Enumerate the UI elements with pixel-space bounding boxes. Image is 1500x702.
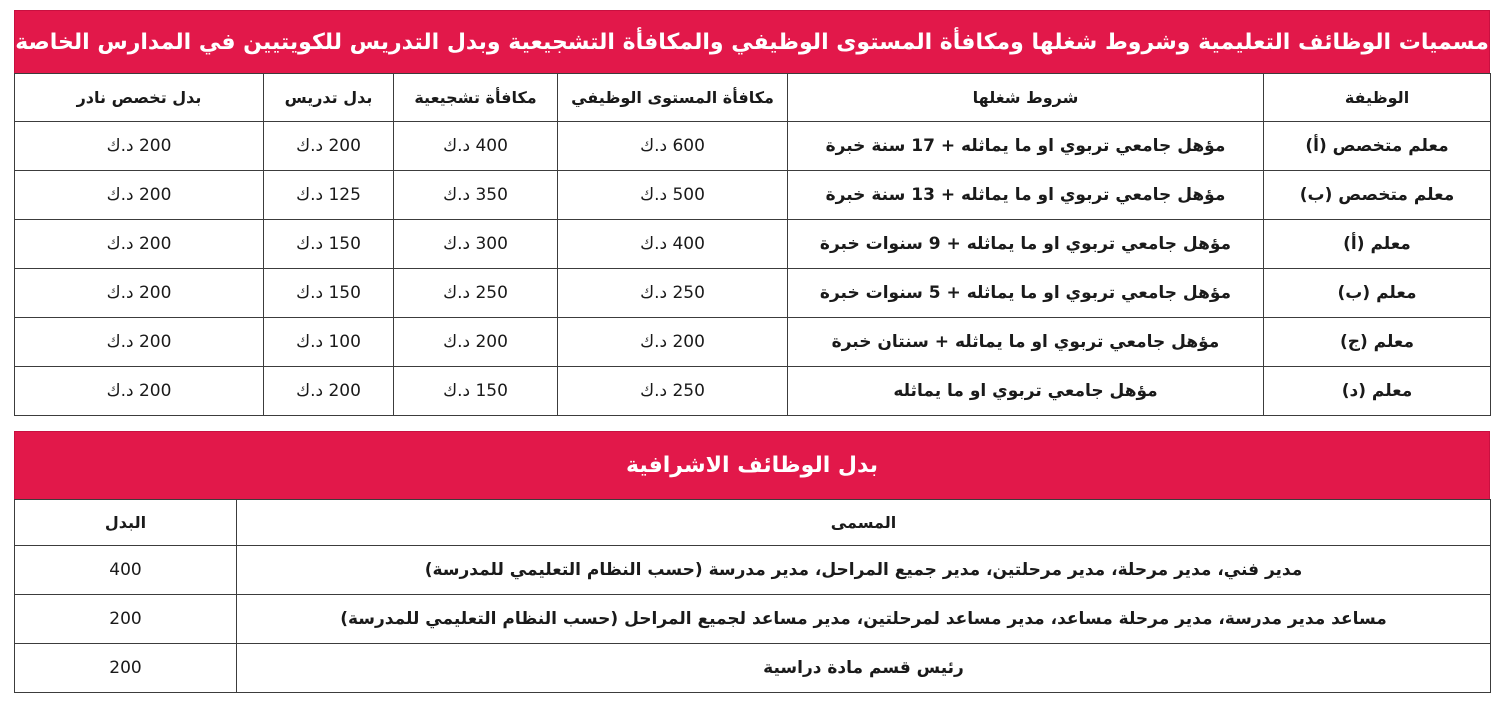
job-title-cell: معلم (ج) [1264,318,1491,367]
header-job-title: الوظيفة [1264,74,1491,122]
rare-specialty-cell: 200 د.ك [15,367,264,416]
requirements-cell: مؤهل جامعي تربوي او ما يماثله + 17 سنة خبرة [788,122,1264,171]
level-bonus-cell: 400 د.ك [558,220,788,269]
table-row [15,367,1491,416]
requirements-cell: مؤهل جامعي تربوي او ما يماثله [788,367,1264,416]
teaching-jobs-table [14,73,1491,416]
teaching-jobs-header-row [15,74,1491,122]
header-level-bonus: مكافأة المستوى الوظيفي [558,74,788,122]
incentive-bonus-cell: 250 د.ك [394,269,558,318]
allowance-cell: 400 [15,546,237,595]
teaching-allowance-cell: 100 د.ك [264,318,394,367]
position-cell: مدير فني، مدير مرحلة، مدير مرحلتين، مدير جميع المراحل، مدير مدرسة (حسب النظام التعليمي للمدرسة) [237,546,1491,595]
supervisory-title: بدل الوظائف الاشرافية [14,431,1490,500]
teaching-allowance-cell: 150 د.ك [264,269,394,318]
level-bonus-cell: 250 د.ك [558,367,788,416]
requirements-cell: مؤهل جامعي تربوي او ما يماثله + 5 سنوات خبرة [788,269,1264,318]
requirements-cell: مؤهل جامعي تربوي او ما يماثله + 9 سنوات خبرة [788,220,1264,269]
header-allowance: البدل [15,500,237,546]
job-title-cell: معلم (د) [1264,367,1491,416]
header-requirements: شروط شغلها [788,74,1264,122]
allowance-cell: 200 [15,644,237,693]
teaching-allowance-cell: 150 د.ك [264,220,394,269]
table-row [15,644,1491,693]
level-bonus-cell: 250 د.ك [558,269,788,318]
incentive-bonus-cell: 350 د.ك [394,171,558,220]
table-row [15,269,1491,318]
requirements-cell: مؤهل جامعي تربوي او ما يماثله + 13 سنة خبرة [788,171,1264,220]
level-bonus-cell: 200 د.ك [558,318,788,367]
position-cell: مساعد مدير مدرسة، مدير مرحلة مساعد، مدير مساعد لمرحلتين، مدير مساعد لجميع المراحل (حسب النظام التعليمي للمدرسة) [237,595,1491,644]
table-row [15,595,1491,644]
requirements-cell: مؤهل جامعي تربوي او ما يماثله + سنتان خبرة [788,318,1264,367]
position-cell: رئيس قسم مادة دراسية [237,644,1491,693]
supervisory-table [14,499,1491,693]
teaching-jobs-section [14,10,1490,416]
teaching-allowance-cell: 125 د.ك [264,171,394,220]
job-title-cell: معلم متخصص (أ) [1264,122,1491,171]
teaching-allowance-cell: 200 د.ك [264,122,394,171]
header-rare-specialty-allowance: بدل تخصص نادر [15,74,264,122]
rare-specialty-cell: 200 د.ك [15,220,264,269]
header-position: المسمى [237,500,1491,546]
teaching-allowance-cell: 200 د.ك [264,367,394,416]
table-row [15,122,1491,171]
incentive-bonus-cell: 400 د.ك [394,122,558,171]
rare-specialty-cell: 200 د.ك [15,318,264,367]
level-bonus-cell: 500 د.ك [558,171,788,220]
table-row [15,546,1491,595]
table-row [15,220,1491,269]
job-title-cell: معلم (ب) [1264,269,1491,318]
job-title-cell: معلم متخصص (ب) [1264,171,1491,220]
allowance-cell: 200 [15,595,237,644]
incentive-bonus-cell: 200 د.ك [394,318,558,367]
supervisory-section [14,431,1490,693]
job-title-cell: معلم (أ) [1264,220,1491,269]
rare-specialty-cell: 200 د.ك [15,269,264,318]
table-row [15,318,1491,367]
level-bonus-cell: 600 د.ك [558,122,788,171]
header-teaching-allowance: بدل تدريس [264,74,394,122]
incentive-bonus-cell: 150 د.ك [394,367,558,416]
header-incentive-bonus: مكافأة تشجيعية [394,74,558,122]
rare-specialty-cell: 200 د.ك [15,171,264,220]
supervisory-header-row [15,500,1491,546]
incentive-bonus-cell: 300 د.ك [394,220,558,269]
teaching-jobs-title: مسميات الوظائف التعليمية وشروط شغلها ومكافأة المستوى الوظيفي والمكافأة التشجيعية وبدل التدريس للكويتيين في المدارس الخاصة [14,10,1490,74]
table-row [15,171,1491,220]
rare-specialty-cell: 200 د.ك [15,122,264,171]
